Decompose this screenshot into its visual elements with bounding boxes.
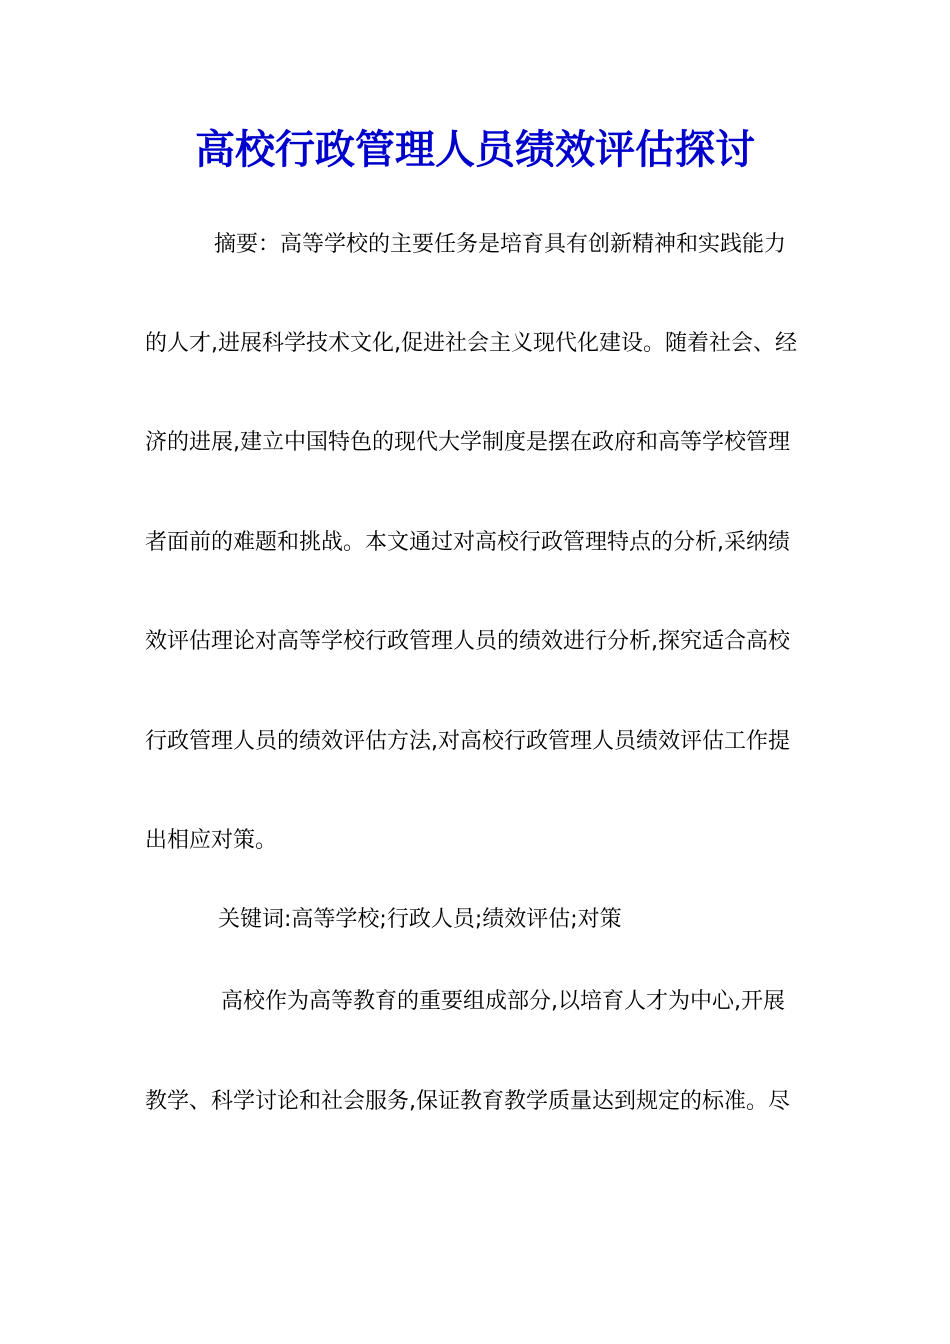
- body-line-1: 高校作为高等教育的重要组成部分,以培育人才为中心,开展: [221, 989, 785, 1014]
- body-line-2: 教学、科学讨论和社会服务,保证教育教学质量达到规定的标准。尽: [145, 1089, 790, 1114]
- abstract-line-5: 效评估理论对高等学校行政管理人员的绩效进行分析,探究适合高校: [145, 629, 790, 654]
- document-title: 高校行政管理人员绩效评估探讨: [195, 126, 755, 173]
- abstract-line-4: 者面前的难题和挑战。本文通过对高校行政管理特点的分析,采纳绩: [145, 530, 790, 555]
- abstract-line-2: 的人才,进展科学技术文化,促进社会主义现代化建设。随着社会、经: [145, 331, 797, 356]
- keywords-line: 关键词:高等学校;行政人员;绩效评估;对策: [218, 907, 622, 932]
- abstract-line-3: 济的进展,建立中国特色的现代大学制度是摆在政府和高等学校管理: [145, 430, 790, 455]
- abstract-line-1: 摘要：高等学校的主要任务是培育具有创新精神和实践能力: [214, 232, 787, 257]
- abstract-line-6: 行政管理人员的绩效评估方法,对高校行政管理人员绩效评估工作提: [145, 729, 790, 754]
- abstract-line-7: 出相应对策。: [145, 828, 278, 853]
